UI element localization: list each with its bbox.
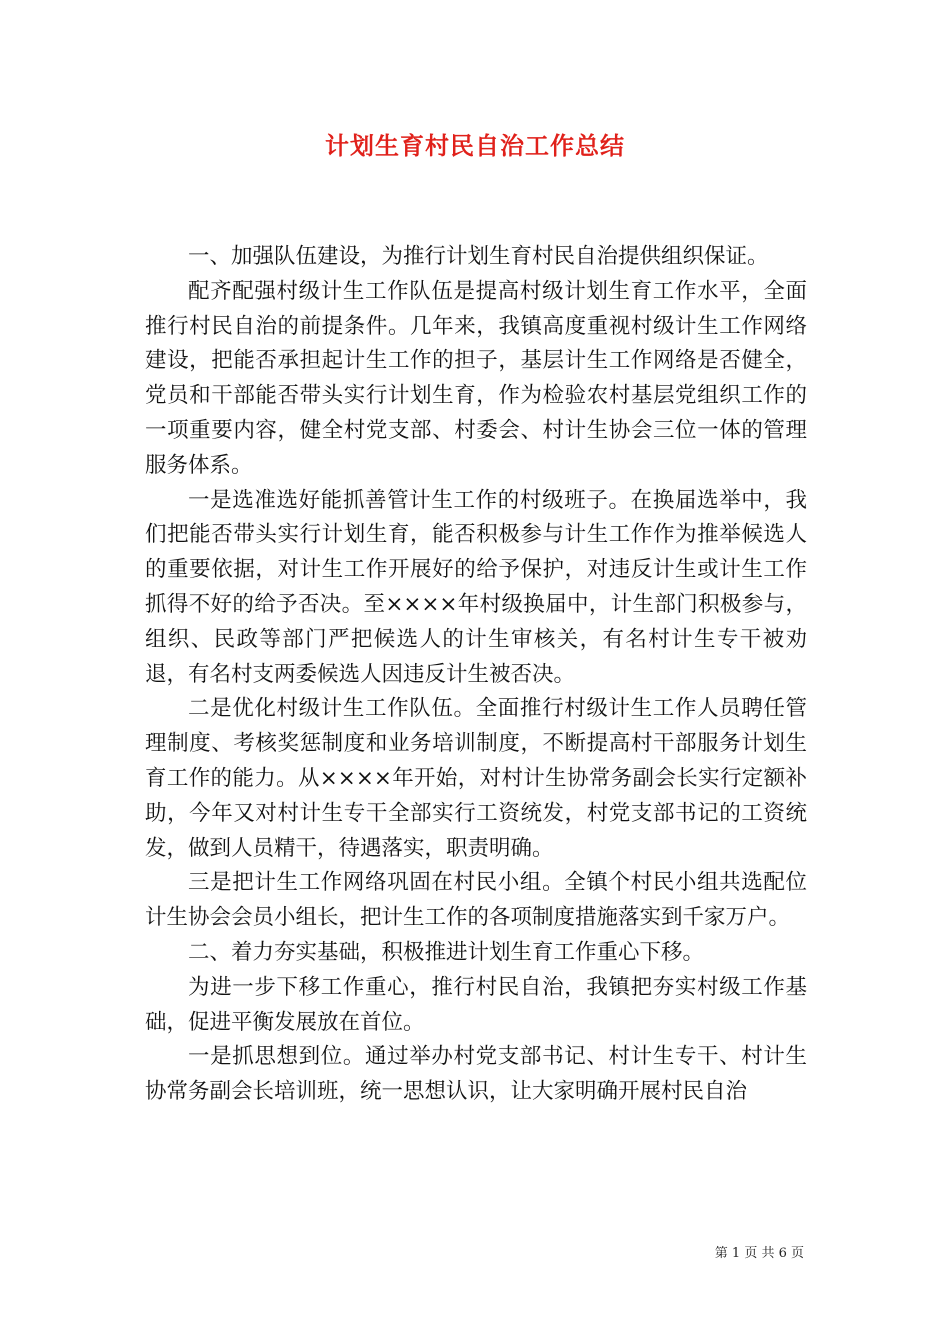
paragraph-intro: 配齐配强村级计生工作队伍是提高村级计划生育工作水平，全面推行村民自治的前提条件。几年来，我镇高度重视村级计生工作网络建设，把能否承担起计生工作的担子，基层计生工作网络是否健全，党员和干部能否带头实行计划生育，作为检验农村基层党组织工作的一项重要内容，健全村党支部、村委会、村计生协会三位一体的管理服务体系。 [145, 278, 807, 478]
paragraph-section-2-item-1: 一是抓思想到位。通过举办村党支部书记、村计生专干、村计生协常务副会长培训班，统一思想认识，让大家明确开展村民自治 [145, 1044, 807, 1105]
section-heading-1: 一、加强队伍建设，为推行计划生育村民自治提供组织保证。 [188, 244, 769, 269]
document-title: 计划生育村民自治工作总结 [325, 131, 625, 160]
section-heading-2: 二、着力夯实基础，积极推进计划生育工作重心下移。 [188, 939, 705, 965]
paragraph-section-2-intro: 为进一步下移工作重心，推行村民自治，我镇把夯实村级工作基础，促进平衡发展放在首位。 [145, 974, 807, 1035]
paragraph-item-3: 三是把计生工作网络巩固在村民小组。全镇个村民小组共选配位计生协会会员小组长，把计生工作的各项制度措施落实到千家万户。 [145, 870, 807, 931]
paragraph-item-1: 一是选准选好能抓善管计生工作的村级班子。在换届选举中，我们把能否带头实行计划生育，能否积极参与计生工作作为推举候选人的重要依据，对计生工作开展好的给予保护，对违反计生或计生工作抓得不好的给予否决。至××××年村级换届中，计生部门积极参与，组织、民政等部门严把候选人的计生审核关，有名村计生专干被劝退，有名村支两委候选人因违反计生被否决。 [145, 487, 807, 687]
paragraph-item-2: 二是优化村级计生工作队伍。全面推行村级计生工作人员聘任管理制度、考核奖惩制度和业务培训制度，不断提高村干部服务计划生育工作的能力。从××××年开始，对村计生协常务副会长实行定额补助，今年又对村计生专干全部实行工资统发，村党支部书记的工资统发，做到人员精干，待遇落实，职责明确。 [145, 696, 807, 861]
document-body [145, 240, 807, 1110]
page-number: 第 1 页 共 6 页 [714, 1246, 804, 1261]
